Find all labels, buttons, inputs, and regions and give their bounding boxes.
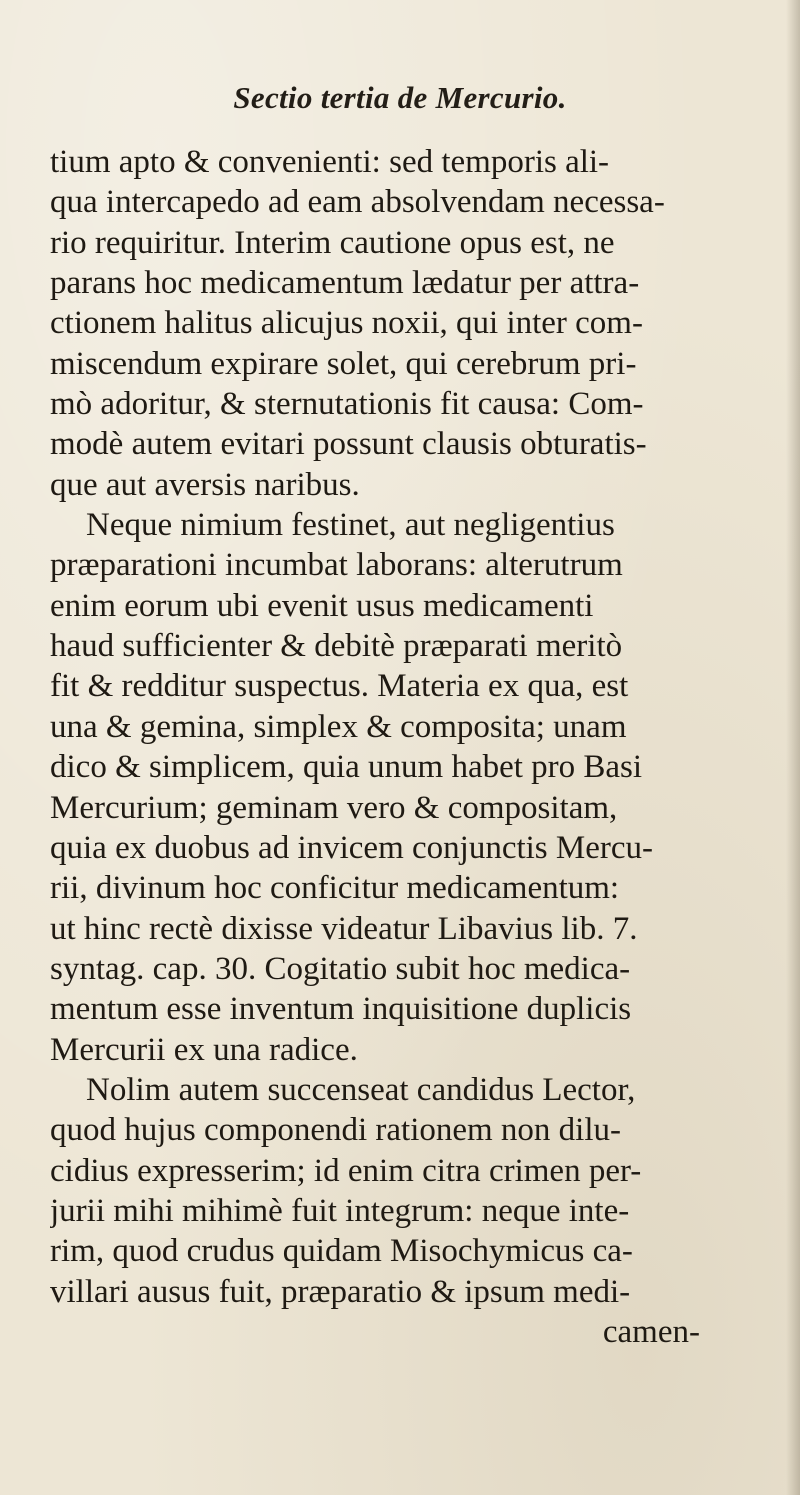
text-line: qua intercapedo ad eam absolvendam necessa- [50, 184, 665, 221]
text-line: mò adoritur, & sternutationis fit causa: Com- [50, 386, 644, 423]
text-line: ctionem halitus alicujus noxii, qui inter com- [50, 305, 643, 342]
text-line: Mercurium; geminam vero & compositam, [50, 789, 618, 826]
text-line: villari ausus fuit, præparatio & ipsum medi- [50, 1273, 631, 1310]
text-line: modè autem evitari possunt clausis obturatis- [50, 426, 647, 463]
text-line: syntag. cap. 30. Cogitatio subit hoc medica- [50, 950, 631, 987]
text-line: ut hinc rectè dixisse videatur Libavius lib. 7. [50, 910, 638, 947]
catchword: camen- [602, 1313, 700, 1350]
text-line: tium apto & convenienti: sed temporis ali- [50, 144, 610, 180]
text-line: quia ex duobus ad invicem conjunctis Mercu- [50, 829, 654, 866]
text-line: Mercurii ex una radice. [50, 1031, 358, 1068]
page-edge-shadow [786, 0, 800, 1495]
text-line: una & gemina, simplex & composita; unam [50, 708, 627, 745]
text-line: cidius expresserim; id enim citra crimen per- [50, 1152, 642, 1189]
paragraph-start-line: Neque nimium festinet, aut negligentius [86, 507, 615, 544]
text-line: fit & redditur suspectus. Materia ex qua, est [50, 668, 629, 705]
text-line: rii, divinum hoc conficitur medicamentum: [50, 870, 620, 907]
text-line: mentum esse inventum inquisitione duplicis [50, 991, 632, 1028]
text-line: parans hoc medicamentum lædatur per attra- [50, 265, 640, 302]
text-line: que aut aversis naribus. [50, 466, 360, 503]
text-line: præparationi incumbat laborans: alterutrum [50, 547, 623, 584]
paragraph-start-line: Nolim autem succenseat candidus Lector, [86, 1071, 636, 1108]
text-line: quod hujus componendi rationem non dilu- [50, 1112, 622, 1149]
text-line: jurii mihi mihimè fuit integrum: neque inte- [50, 1192, 630, 1229]
text-line: dico & simplicem, quia unum habet pro Basi [50, 749, 643, 786]
text-line: miscendum expirare solet, qui cerebrum pri- [50, 345, 637, 382]
body-text [50, 142, 780, 1352]
text-line: rim, quod crudus quidam Misochymicus ca- [50, 1233, 633, 1270]
running-head: Sectio tertia de Mercurio. [233, 80, 567, 115]
text-line: haud sufficienter & debitè præparati meritò [50, 628, 623, 665]
text-line: enim eorum ubi evenit usus medicamenti [50, 587, 594, 624]
text-line: rio requiritur. Interim cautione opus est, ne [50, 224, 615, 261]
